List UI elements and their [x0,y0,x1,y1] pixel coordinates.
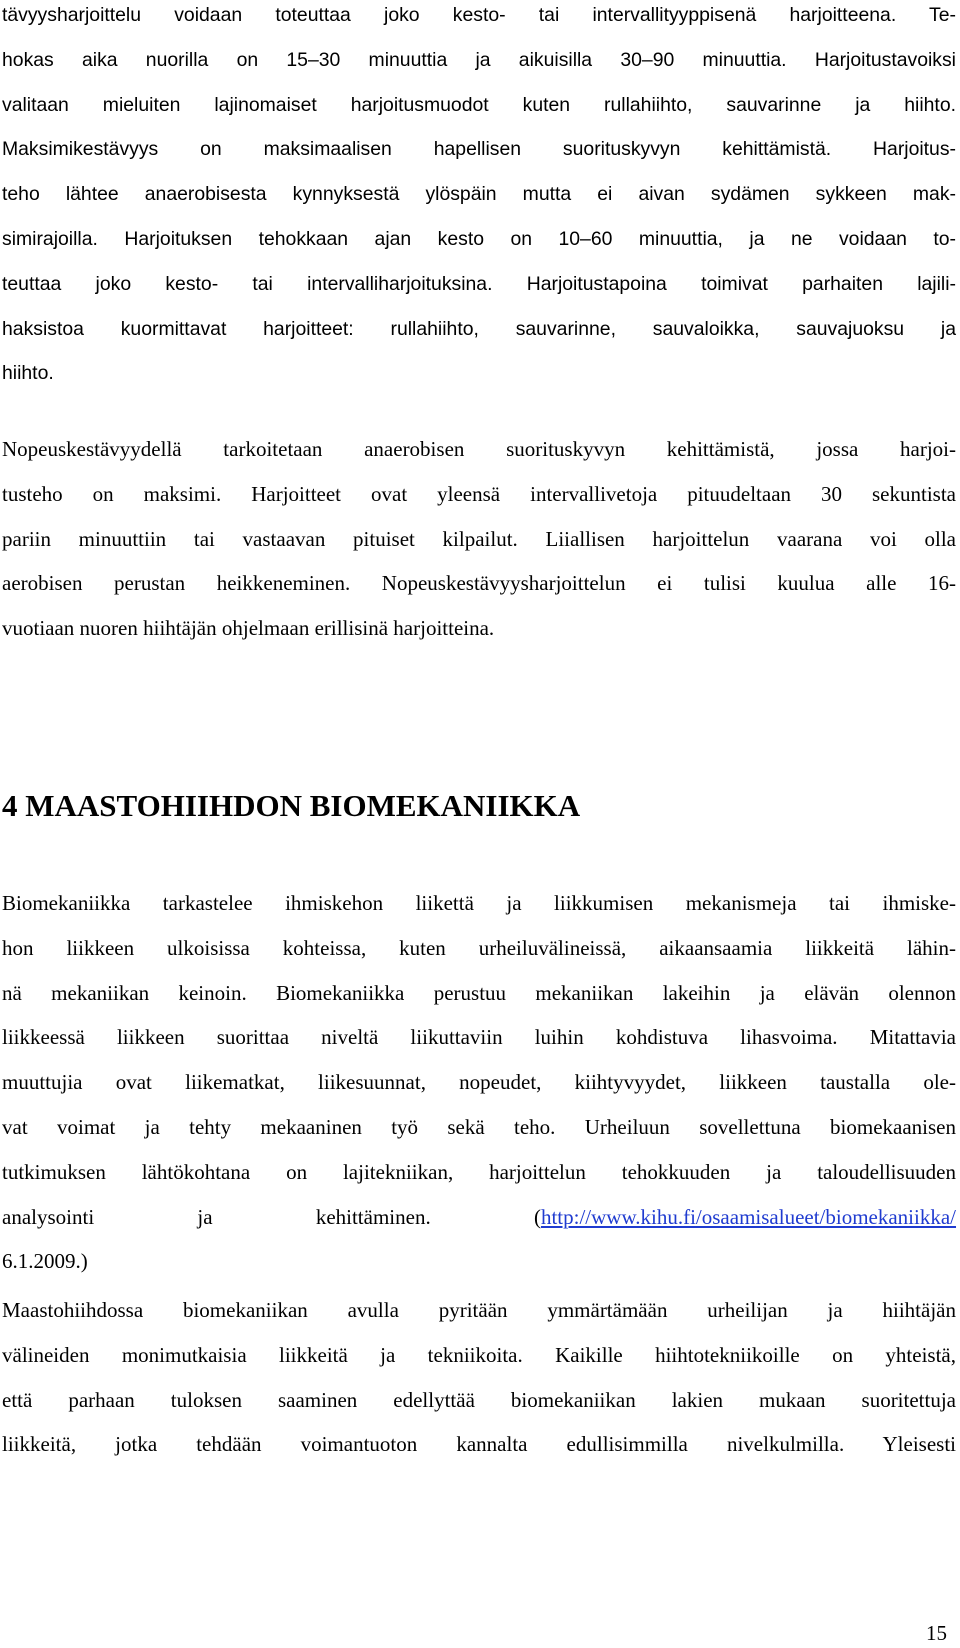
text-line: Maastohiihdossa biomekaniikan avulla pyritään ymmärtämään urheilijan ja hiihtäjän [2,1298,956,1322]
reference-link[interactable]: http://www.kihu.fi/osaamisalueet/biomekaniikka/ [540,1204,957,1229]
paragraph-speed-endurance [2,427,956,651]
text-line: simirajoilla. Harjoituksen tehokkaan ajan kesto on 10–60 minuuttia, ja ne voidaan to- [2,227,956,250]
paragraph-endurance [2,0,956,396]
text-line: hon liikkeen ulkoisissa kohteissa, kuten urheiluvälineissä, aikaansaamia liikkeitä lähin- [2,935,956,960]
text-line: tävyysharjoittelu voidaan toteuttaa joko kesto- tai intervallityyppisenä harjoitteena. Te- [2,4,956,26]
word: analysointi [2,1204,95,1229]
text-line: Biomekaniikka tarkastelee ihmiskehon liikettä ja liikkumisen mekanismeja tai ihmiske- [2,891,956,915]
text-line: Nopeuskestävyydellä tarkoitetaan anaerobisen suorituskyvyn kehittämistä, jossa harjoi- [2,437,956,461]
text-line: pariin minuuttiin tai vastaavan pituiset kilpailut. Liiallisen harjoittelun vaarana voi olla [2,526,956,551]
word: kehittäminen. [315,1204,431,1229]
reference-link-group [534,1205,956,1229]
word: ja [197,1204,213,1229]
text-line: muuttujia ovat liikematkat, liikesuunnat, nopeudet, kiihtyvyydet, liikkeen taustalla ole- [2,1070,956,1095]
text-line: että parhaan tuloksen saaminen edellyttää biomekaniikan lakien mukaan suoritettuja [2,1387,956,1412]
text-line: liikkeessä liikkeen suorittaa niveltä liikuttaviin luihin kohdistuva lihasvoima. Mitattavia [2,1025,956,1050]
text-line: haksistoa kuormittavat harjoitteet: rullahiihto, sauvarinne, sauvaloikka, sauvajuoksu ja [2,317,956,340]
text-line: nä mekaniikan keinoin. Biomekaniikka perustuu mekaniikan lakeihin ja elävän olennon [2,980,956,1005]
section-heading: 4 MAASTOHIIHDON BIOMEKANIIKKA [2,788,581,823]
text-line-with-link [2,1195,956,1240]
text-line: tusteho on maksimi. Harjoitteet ovat yleensä intervallivetoja pituudeltaan 30 sekuntista [2,481,956,506]
text-line: teuttaa joko kesto- tai intervalliharjoituksina. Harjoitustapoina toimivat parhaiten lajili- [2,272,956,295]
text-line: vat voimat ja tehty mekaaninen työ sekä teho. Urheiluun sovellettuna biomekaanisen [2,1114,956,1139]
text-line: välineiden monimutkaisia liikkeitä ja tekniikoita. Kaikille hiihtotekniikoille on yhteistä, [2,1342,956,1367]
text-line: hokas aika nuorilla on 15–30 minuuttia ja aikuisilla 30–90 minuuttia. Harjoitustavoiksi [2,48,956,71]
text-line: aerobisen perustan heikkeneminen. Nopeuskestävyysharjoittelun ei tulisi kuulua alle 16- [2,571,956,596]
paragraph-biomechanics [2,881,956,1284]
text-line: liikkeitä, jotka tehdään voimantuoton kannalta edullisimmilla nivelkulmilla. Yleisesti [2,1432,956,1457]
text-line: hiihto. [2,362,54,385]
text-line: Maksimikestävyys on maksimaalisen hapellisen suorituskyvyn kehittämistä. Harjoitus- [2,138,956,161]
text-line: vuotiaan nuoren hiihtäjän ohjelmaan erillisinä harjoitteina. [2,616,495,641]
page-number: 15 [926,1621,947,1645]
paren: ( [533,1204,541,1229]
text-line: 6.1.2009.) [2,1249,88,1274]
text-line: tutkimuksen lähtökohtana on lajitekniikan, harjoittelun tehokkuuden ja taloudellisuuden [2,1159,956,1184]
paragraph-cross-country [2,1288,956,1467]
text-line: valitaan mieluiten lajinomaiset harjoitusmuodot kuten rullahiihto, sauvarinne ja hiihto. [2,93,956,116]
text-line: teho lähtee anaerobisesta kynnyksestä ylöspäin mutta ei aivan sydämen sykkeen mak- [2,183,956,206]
